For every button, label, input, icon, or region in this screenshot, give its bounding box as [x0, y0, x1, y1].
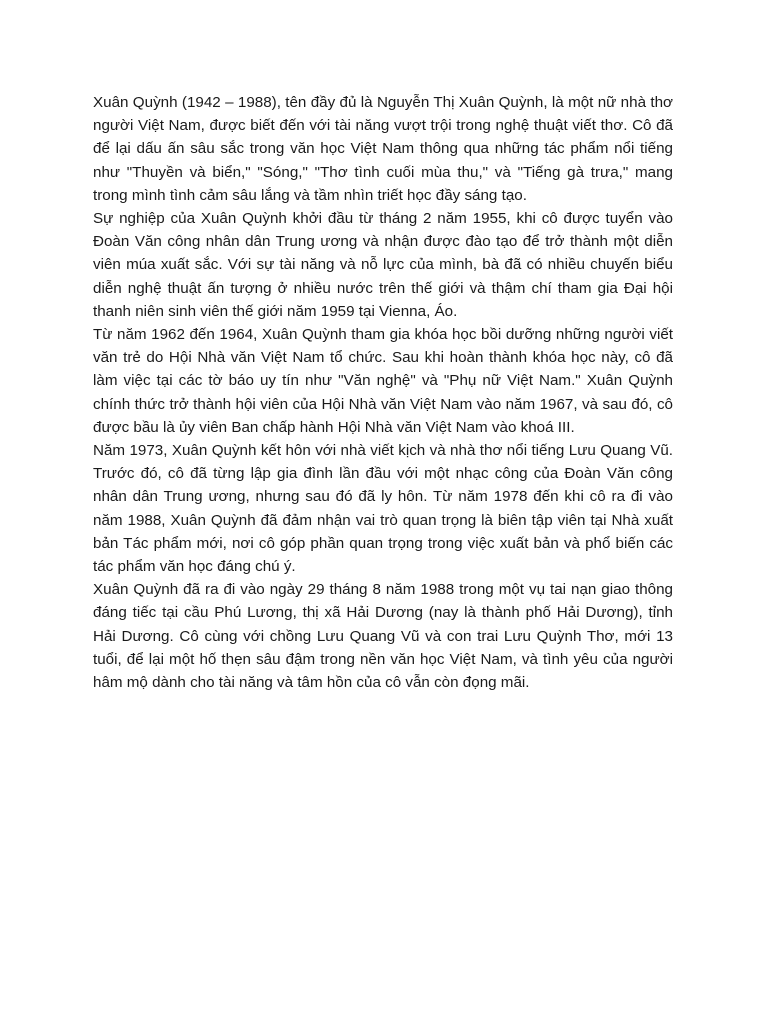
paragraph-1: Xuân Quỳnh (1942 – 1988), tên đầy đủ là Nguyễn Thị Xuân Quỳnh, là một nữ nhà thơ người Việt Nam, được biết đến với tài năng vượt trội trong nghệ thuật viết thơ. Cô đã để lại dấu ấn sâu sắc trong văn học Việt Nam thông qua những tác phẩm nổi tiếng như "Thuyền và biển," "Sóng," "Thơ tình cuối mùa thu," và "Tiếng gà trưa," mang trong mình tình cảm sâu lắng và tầm nhìn triết học đầy sáng tạo.: [93, 94, 673, 204]
paragraph-5: Xuân Quỳnh đã ra đi vào ngày 29 tháng 8 năm 1988 trong một vụ tai nạn giao thông đáng tiếc tại cầu Phú Lương, thị xã Hải Dương (nay là thành phố Hải Dương), tỉnh Hải Dương. Cô cùng với chồng Lưu Quang Vũ và con trai Lưu Quỳnh Thơ, mới 13 tuổi, để lại một hố thẹn sâu đậm trong nền văn học Việt Nam, và tình yêu của người hâm mộ dành cho tài năng và tâm hồn của cô vẫn còn đọng mãi.: [93, 581, 673, 692]
paragraph-2: Sự nghiệp của Xuân Quỳnh khởi đầu từ tháng 2 năm 1955, khi cô được tuyển vào Đoàn Văn công nhân dân Trung ương và nhận được đào tạo để trở thành một diễn viên múa xuất sắc. Với sự tài năng và nỗ lực của mình, bà đã có nhiều chuyến biểu diễn nghệ thuật ấn tượng ở nhiều nước trên thế giới và thậm chí tham gia Đại hội thanh niên sinh viên thế giới năm 1959 tại Vienna, Áo.: [93, 210, 673, 320]
paragraph-4: Năm 1973, Xuân Quỳnh kết hôn với nhà viết kịch và nhà thơ nổi tiếng Lưu Quang Vũ. Trước đó, cô đã từng lập gia đình lần đầu với một nhạc công của Đoàn Văn công nhân dân Trung ương, nhưng sau đó đã ly hôn. Từ năm 1978 đến khi cô ra đi vào năm 1988, Xuân Quỳnh đã đảm nhận vai trò quan trọng là biên tập viên tại Nhà xuất bản Tác phẩm mới, nơi cô góp phần quan trọng trong việc xuất bản và phổ biến các tác phẩm văn học đáng chú ý.: [93, 442, 673, 576]
paragraph-3: Từ năm 1962 đến 1964, Xuân Quỳnh tham gia khóa học bồi dưỡng những người viết văn trẻ do Hội Nhà văn Việt Nam tổ chức. Sau khi hoàn thành khóa học này, cô đã làm việc tại các tờ báo uy tín như "Văn nghệ" và "Phụ nữ Việt Nam." Xuân Quỳnh chính thức trở thành hội viên của Hội Nhà văn Việt Nam vào năm 1967, và sau đó, cô được bầu là ủy viên Ban chấp hành Hội Nhà văn Việt Nam vào khoá III.: [93, 326, 673, 436]
document-body: [93, 91, 673, 694]
